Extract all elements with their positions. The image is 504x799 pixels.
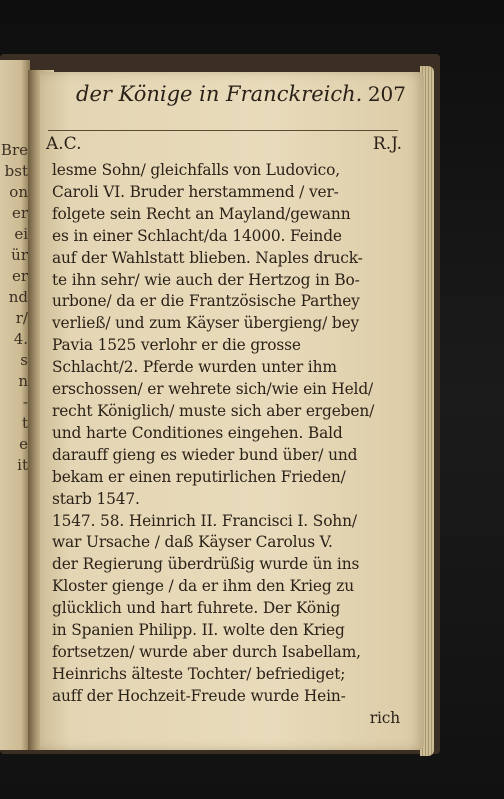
- text-line: der Regierung überdrüßig wurde ün ins: [52, 555, 360, 574]
- left-page-text-fragments: [0, 140, 28, 590]
- left-page-fragment: 4.: [13, 330, 28, 348]
- text-line: te ihn sehr/ wie auch der Hertzog in Bo-: [52, 270, 360, 289]
- text-line: starb 1547.: [52, 489, 140, 508]
- header-rule: [48, 130, 398, 131]
- text-line: darauff gieng es wieder bund über/ und: [52, 445, 358, 464]
- text-line: glücklich und hart fuhrete. Der König: [52, 599, 341, 618]
- text-line: lesme Sohn/ gleichfalls von Ludovico,: [52, 161, 340, 179]
- marker-right: R.J.: [372, 134, 402, 154]
- left-page-fragment: t: [21, 414, 28, 432]
- text-line: erschossen/ er wehrete sich/wie ein Held/: [52, 380, 374, 399]
- left-page-fragment: nd: [8, 288, 28, 306]
- left-page-fragment: ei: [14, 225, 28, 243]
- left-page-fragment: ür: [11, 246, 28, 264]
- left-page-fragment: bst: [4, 162, 28, 180]
- text-line: in Spanien Philipp. II. wolte den Krieg: [52, 621, 345, 640]
- text-line: bekam er einen reputirlichen Frieden/: [52, 467, 346, 486]
- left-page-fragment: n: [18, 372, 28, 390]
- left-page-fragment: -: [22, 393, 28, 411]
- text-line: fortsetzen/ wurde aber durch Isabellam,: [52, 642, 361, 661]
- right-page: [40, 72, 424, 750]
- column-markers: [46, 134, 402, 154]
- left-page-fragment: s: [20, 351, 28, 369]
- text-line: war Ursache / daß Käyser Carolus V.: [52, 533, 333, 552]
- body-text: [52, 160, 400, 730]
- running-title: der Könige in Franckreich.: [76, 82, 363, 106]
- left-page-fragment: it: [17, 456, 28, 474]
- text-line: auf der Wahlstatt blieben. Naples druck-: [52, 248, 363, 267]
- text-line: rich: [369, 708, 400, 727]
- text-line: Kloster gienge / da er ihm den Krieg zu: [52, 577, 355, 596]
- text-line: verließ/ und zum Käyser übergieng/ bey: [52, 314, 360, 333]
- running-header: [76, 82, 406, 106]
- text-line: Heinrichs älteste Tochter/ befriediget;: [52, 664, 346, 683]
- text-line: urbone/ da er die Frantzösische Parthey: [52, 292, 360, 311]
- text-line: Pavia 1525 verlohr er die grosse: [52, 336, 301, 355]
- marker-left: A.C.: [46, 134, 82, 154]
- left-page-fragment: on: [9, 183, 28, 201]
- left-page-fragment: r/: [15, 309, 28, 327]
- text-line: auff der Hochzeit-Freude wurde Hein-: [52, 686, 346, 705]
- left-page-fragment: er: [11, 267, 28, 285]
- text-line: folgete sein Recht an Mayland/gewann: [52, 204, 351, 223]
- text-line: Schlacht/2. Pferde wurden unter ihm: [52, 358, 337, 377]
- text-line: und harte Conditiones eingehen. Bald: [52, 423, 343, 442]
- text-line: 1547. 58. Heinrich II. Francisci I. Sohn/: [52, 511, 357, 530]
- text-line: recht Königlich/ muste sich aber ergeben/: [52, 401, 375, 420]
- left-page-fragment: e: [19, 435, 28, 453]
- text-line: Caroli VI. Bruder herstammend / ver-: [52, 182, 339, 201]
- left-page-fragment: Bre: [0, 141, 28, 159]
- text-line: es in einer Schlacht/da 14000. Feinde: [52, 226, 342, 245]
- page-number: 207: [367, 82, 406, 106]
- left-page-fragment: er: [11, 204, 28, 222]
